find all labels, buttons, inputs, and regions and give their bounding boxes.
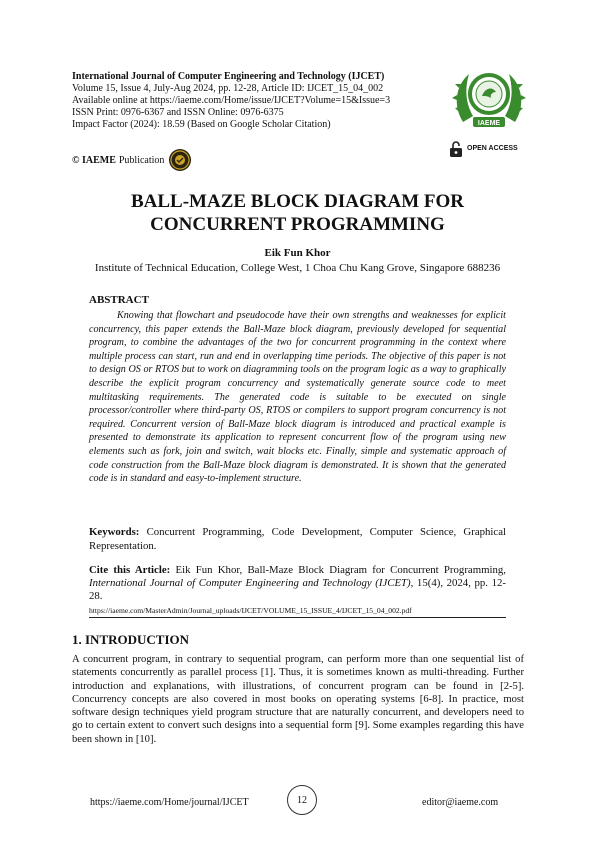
citation-label: Cite this Article: bbox=[89, 564, 171, 576]
citation-authors-title: Eik Fun Khor, Ball-Maze Block Diagram for Concurrent Programming, bbox=[175, 564, 507, 576]
logo-text: IAEME bbox=[477, 120, 501, 127]
open-access-badge bbox=[449, 140, 518, 157]
publisher-label: Publication bbox=[118, 154, 165, 166]
publisher-seal-icon bbox=[168, 148, 192, 172]
issn-info: ISSN Print: 0976-6367 and ISSN Online: 0976-6375 bbox=[72, 107, 284, 118]
author-affiliation: Institute of Technical Education, College West, 1 Choa Chu Kang Grove, Singapore 688236 bbox=[94, 262, 501, 274]
footer-email-link[interactable]: editor@iaeme.com bbox=[422, 797, 499, 808]
title-line-2: CONCURRENT PROGRAMMING bbox=[150, 214, 445, 235]
open-access-label: OPEN ACCESS bbox=[467, 145, 518, 152]
available-online[interactable]: Available online at https://iaeme.com/Home/issue/IJCET?Volume=15&Issue=3 bbox=[72, 95, 391, 106]
iaeme-logo-icon bbox=[449, 62, 529, 134]
citation-url-link[interactable]: https://iaeme.com/MasterAdmin/Journal_uploads/IJCET/VOLUME_15_ISSUE_4/IJCET_15_04_002.pdf bbox=[89, 606, 412, 615]
title-line-1: BALL-MAZE BLOCK DIAGRAM FOR bbox=[130, 191, 465, 212]
publisher-name: © IAEME bbox=[72, 154, 116, 166]
introduction-text: A concurrent program, in contrary to sequential program, can perform more than one sequential list of statements concurrently as parallel process [1]. Thus, it is sometimes known as multi-threading. Further introduction and explanations, with illustrations, of concurrent program can be found in [2-5]. Concurrency concepts are also covered in most books on operating systems [6-8]. In practice, most software design techniques yield program structure that are naturally concurrent, and developers need to go to certain extent to convert such designs into a sequential form [9]. Some examples regarding this have been shown in [10]. bbox=[72, 654, 524, 745]
publisher-line bbox=[72, 148, 192, 172]
footer-journal-link[interactable]: https://iaeme.com/Home/journal/IJCET bbox=[90, 797, 249, 808]
journal-title: International Journal of Computer Engineering and Technology (IJCET) bbox=[72, 71, 385, 82]
section-heading-introduction: 1. INTRODUCTION bbox=[72, 632, 190, 647]
paper-title bbox=[60, 190, 535, 236]
impact-factor: Impact Factor (2024): 18.59 (Based on Google Scholar Citation) bbox=[72, 119, 331, 130]
open-lock-icon bbox=[449, 140, 463, 157]
keywords bbox=[89, 525, 506, 553]
abstract-heading: ABSTRACT bbox=[89, 294, 149, 306]
abstract-text: Knowing that flowchart and pseudocode have their own strengths and weaknesses for explicit concurrency, this paper extends the Ball-Maze block diagram, previously developed for sequential program, to combine the advantages of the two for concurrent programming in the context where multiple process can start, run and end in overlapping time periods. The objective of this paper is not to design OS or RTOS but to work on diagramming tools on the program logic as a way to graphically describe the explicit program concurrency and systematically generate source code to meet multitasking requirements. The generated code is suitable to be executed on single processor/controller where third-party OS, RTOS or compilers to support program concurrency is not required. Concurrent version of Ball-Maze block diagram is introduced and practical example is presented to demonstrate its application to represent concurrent flow of the program using new elements such as fork, join and switch, wait blocks etc. Finally, simple and systematic approach of code construction from the Ball-Maze block diagram is demonstrated. It is shown that the generated code is in standard and easy-to-implement structure. bbox=[89, 310, 506, 485]
keywords-text: Concurrent Programming, Code Development, Computer Science, Graphical Representation. bbox=[89, 526, 506, 552]
keywords-label: Keywords: bbox=[89, 526, 140, 538]
author-name: Eik Fun Khor bbox=[264, 247, 331, 259]
citation-journal: International Journal of Computer Engineering and Technology (IJCET) bbox=[89, 577, 411, 589]
page-number: 12 bbox=[287, 785, 317, 815]
citation-volume: , 15(4), 2024, pp. 12-28. bbox=[89, 577, 506, 602]
citation bbox=[89, 564, 506, 603]
volume-info: Volume 15, Issue 4, July-Aug 2024, pp. 12-28, Article ID: IJCET_15_04_002 bbox=[72, 83, 384, 94]
journal-header bbox=[72, 71, 390, 131]
divider bbox=[89, 617, 506, 618]
